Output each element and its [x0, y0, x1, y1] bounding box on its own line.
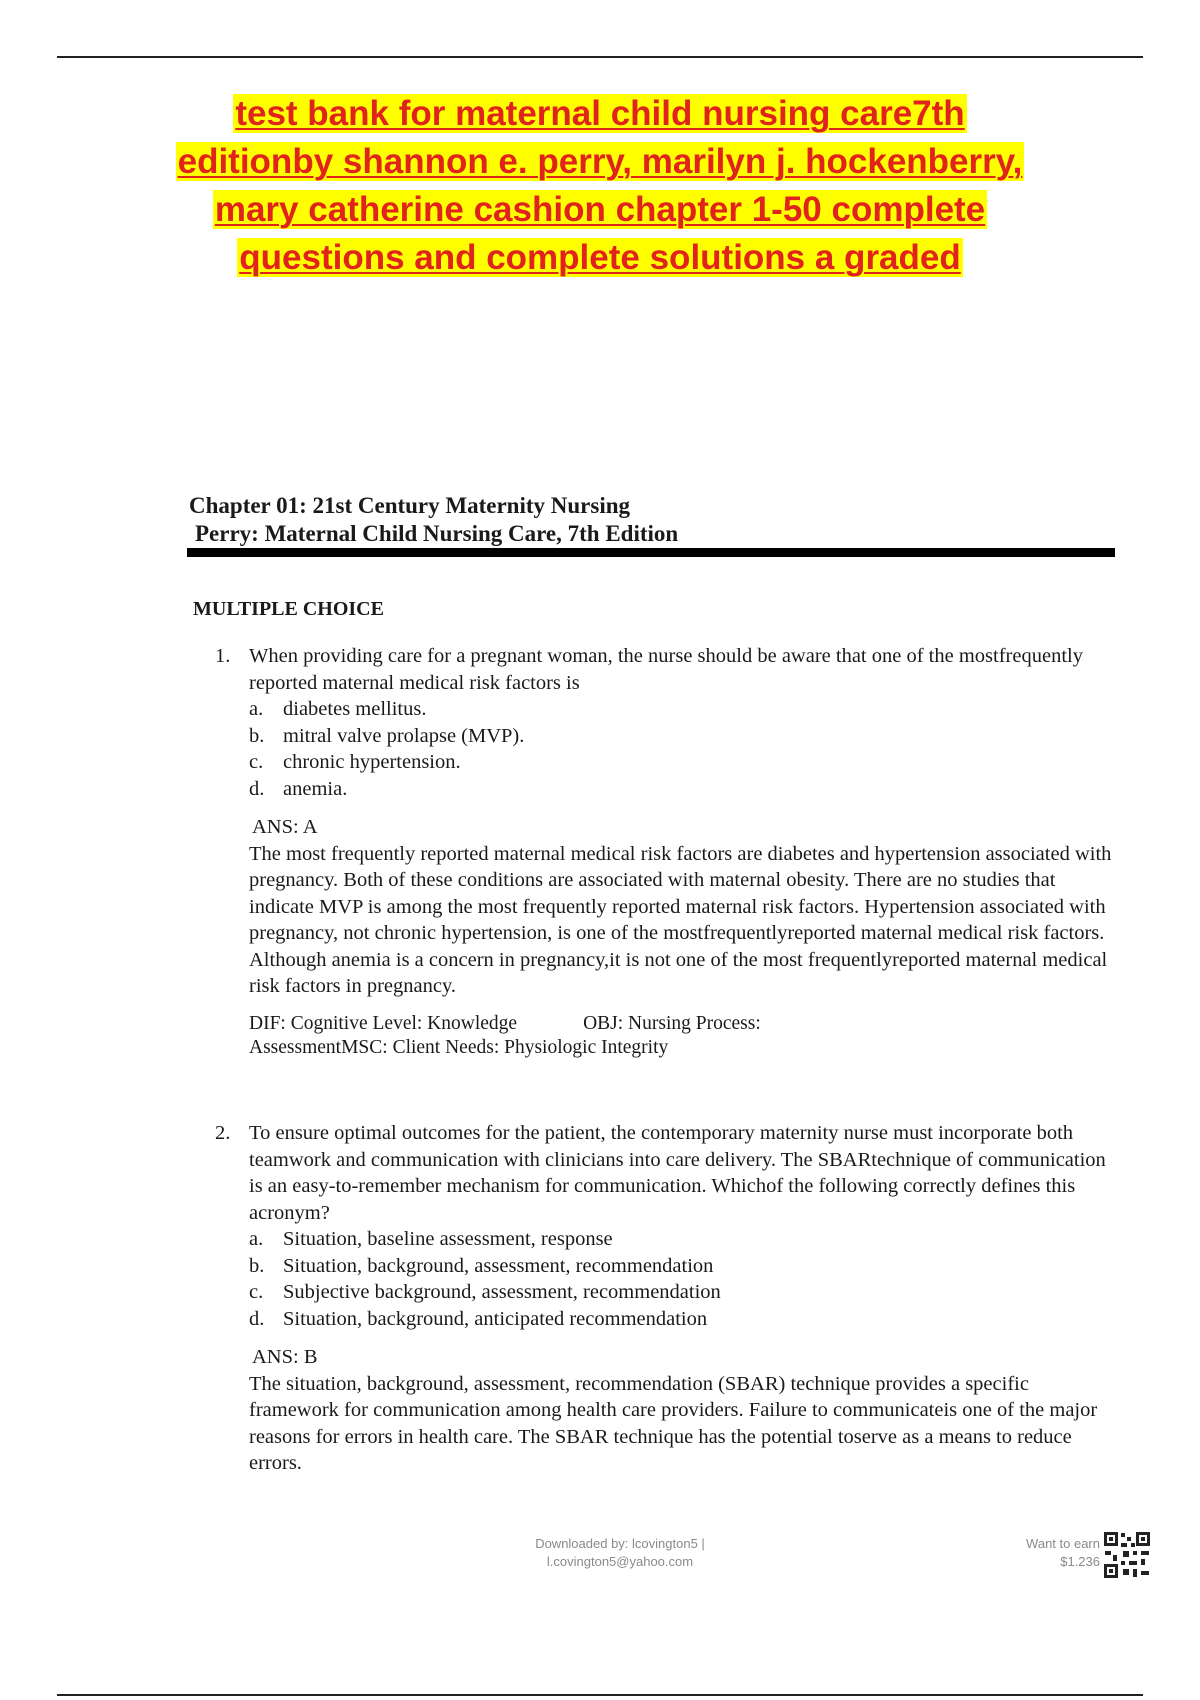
question-metadata — [249, 1012, 1115, 1060]
question-1 — [215, 643, 1115, 1060]
option-text: chronic hypertension. — [283, 751, 461, 773]
option-letter: b. — [249, 1254, 265, 1277]
option-letter: d. — [249, 1307, 265, 1330]
qr-code-icon[interactable] — [1103, 1531, 1151, 1579]
option-d — [249, 776, 1115, 803]
question-stem: When providing care for a pregnant woman, the nurse should be aware that one of the mostfrequently reported maternal medical risk factors is — [249, 645, 1083, 694]
rationale-text: The most frequently reported maternal medical risk factors are diabetes and hypertension associated with pregnancy. Both of these conditions are associated with maternal obesity. There are no studies that indicate MVP is among the most frequently reported maternal risk factors. Hypertension associated with pregnancy, not chronic hypertension, is one of the mostfrequentlyreported maternal medical risk factors. Although anemia is a concern in pregnancy,it is not one of the most frequentlyreported maternal medical risk factors in pregnancy. — [249, 842, 1112, 997]
bottom-rule — [57, 1694, 1143, 1696]
rationale — [249, 841, 1115, 1000]
title-line-1: test bank for maternal child nursing care7th — [235, 94, 965, 133]
downloader-email: l.covington5@yahoo.com — [546, 1554, 694, 1569]
question-stem: To ensure optimal outcomes for the patient, the contemporary maternity nurse must incorporate both teamwork and communication with clinicians into care delivery. The SBARtechnique of communication is an easy-to-remember mechanism for communication. Whichof the following correctly defines this acronym? — [249, 1122, 1106, 1224]
option-text: mitral valve prolapse (MVP). — [283, 724, 525, 747]
option-c — [249, 749, 1115, 776]
option-text: anemia. — [283, 777, 348, 800]
client-needs-label: AssessmentMSC: Client Needs: Physiologic Integrity — [249, 1036, 669, 1058]
option-text: Subjective background, assessment, recommendation — [283, 1281, 721, 1303]
option-a — [249, 696, 1115, 723]
option-c — [249, 1279, 1115, 1306]
downloaded-by: Downloaded by: lcovington5 | — [535, 1536, 705, 1551]
chapter-divider — [187, 548, 1115, 557]
option-text: Situation, background, anticipated recommendation — [283, 1307, 708, 1330]
earn-promo[interactable] — [960, 1535, 1100, 1571]
option-letter: c. — [249, 751, 264, 773]
section-heading: MULTIPLE CHOICE — [193, 598, 384, 620]
top-rule — [57, 56, 1143, 58]
question-2 — [215, 1120, 1115, 1477]
rationale — [249, 1371, 1115, 1477]
option-b — [249, 1253, 1115, 1280]
question-number: 2. — [215, 1122, 231, 1144]
option-letter: d. — [249, 777, 265, 800]
download-watermark — [480, 1535, 760, 1571]
question-number: 1. — [215, 645, 231, 667]
option-d — [249, 1306, 1115, 1333]
objective-label: OBJ: Nursing Process: — [583, 1012, 761, 1034]
answer-key: ANS: A — [252, 816, 318, 838]
answer-key: ANS: B — [252, 1346, 318, 1368]
option-text: Situation, background, assessment, recommendation — [283, 1254, 714, 1277]
earn-line-1: Want to earn — [1026, 1536, 1100, 1551]
option-letter: c. — [249, 1281, 264, 1303]
option-list — [249, 696, 1115, 802]
option-letter: a. — [249, 1228, 264, 1250]
option-list — [249, 1226, 1115, 1332]
option-a — [249, 1226, 1115, 1253]
title-line-4: questions and complete solutions a graded — [239, 238, 961, 277]
option-letter: b. — [249, 724, 265, 747]
option-text: Situation, baseline assessment, response — [283, 1228, 613, 1250]
title-line-2: editionby shannon e. perry, marilyn j. hockenberry, — [177, 142, 1023, 181]
book-title: Perry: Maternal Child Nursing Care, 7th Edition — [195, 521, 679, 546]
chapter-heading: Chapter 01: 21st Century Maternity Nursing — [189, 493, 631, 518]
difficulty-label: DIF: Cognitive Level: Knowledge — [249, 1012, 518, 1034]
document-title — [100, 90, 1100, 282]
rationale-text: The situation, background, assessment, recommendation (SBAR) technique provides a specific framework for communication among health care providers. Failure to communicateis one of the major reasons for errors in health care. The SBAR technique has the potential toserve as a means to reduce errors. — [249, 1372, 1098, 1474]
earn-line-2: $1.236 — [1060, 1554, 1100, 1569]
option-b — [249, 723, 1115, 750]
title-line-3: mary catherine cashion chapter 1-50 complete — [214, 190, 986, 229]
chapter-header — [189, 492, 678, 548]
option-text: diabetes mellitus. — [283, 698, 427, 720]
option-letter: a. — [249, 698, 264, 720]
